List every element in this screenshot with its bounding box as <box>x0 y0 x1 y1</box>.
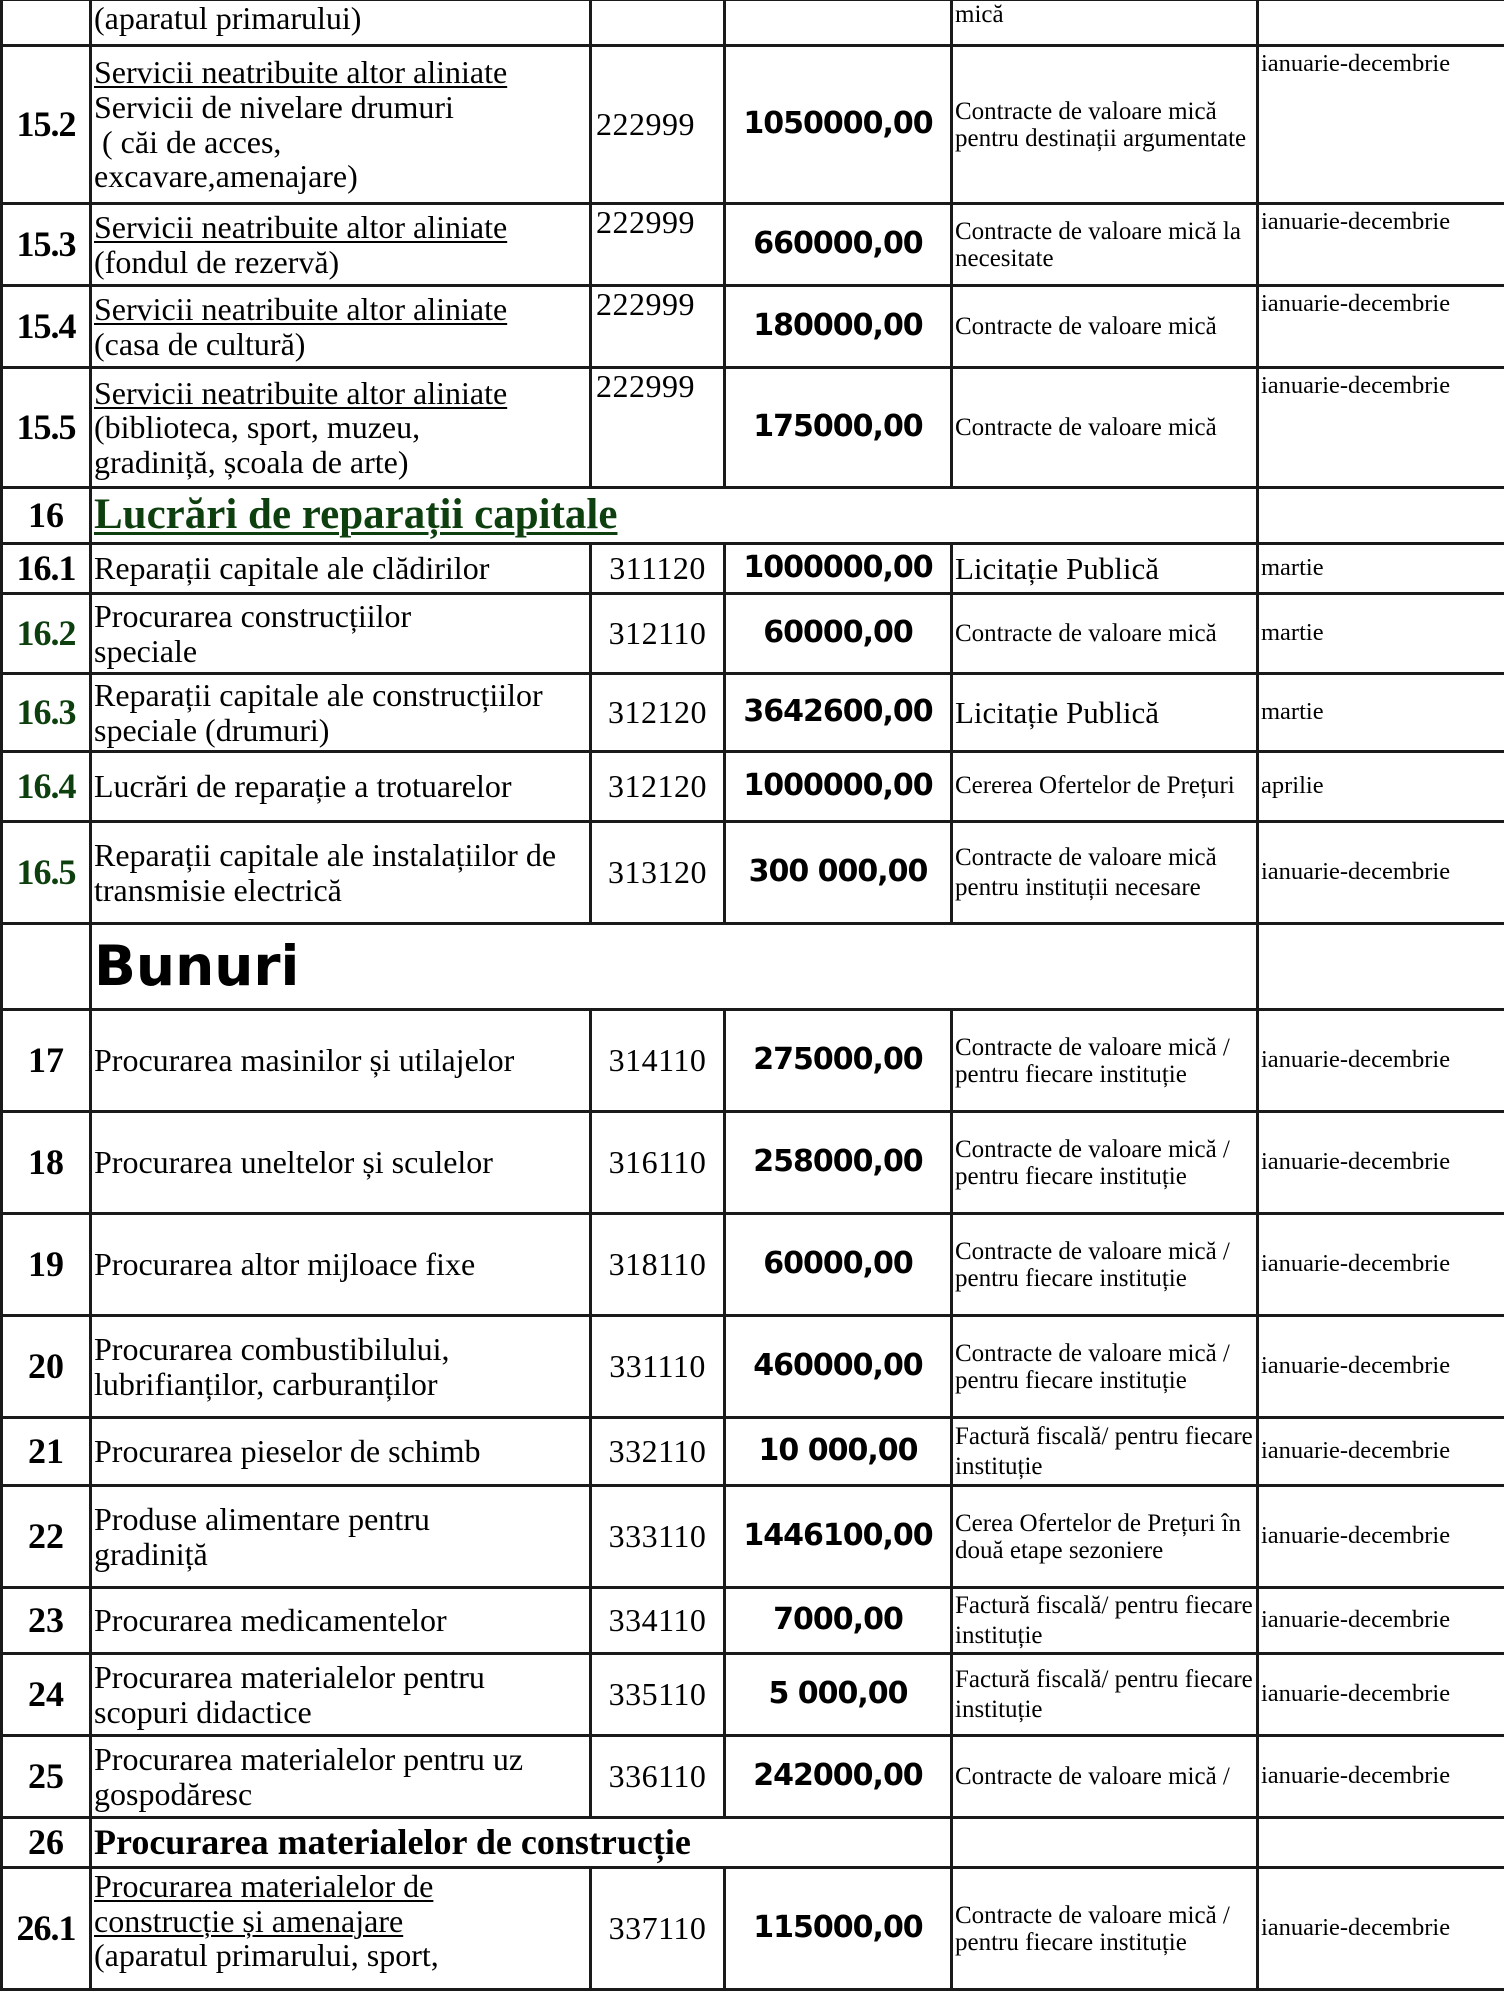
row-description: Produse alimentare pentru gradiniță <box>91 1486 591 1588</box>
row-amount: 180000,00 <box>725 286 952 368</box>
row-number: 15.4 <box>2 286 91 368</box>
row-code: 335110 <box>591 1654 725 1736</box>
row-amount: 115000,00 <box>725 1868 952 1990</box>
row-procedure: Contracte de valoare mică / pentru fiecare instituție <box>952 1010 1258 1112</box>
row-period: martie <box>1258 674 1504 752</box>
description-line: (fondul de rezervă) <box>94 243 340 280</box>
description-line: (aparatul primarului, sport, <box>94 1937 439 1974</box>
row-amount: 10 000,00 <box>725 1418 952 1486</box>
row-description <box>91 0 591 46</box>
table-row <box>2 1588 1504 1654</box>
empty-cell <box>1258 488 1504 544</box>
row-number: 22 <box>2 1486 91 1588</box>
row-code: 311120 <box>591 544 725 594</box>
table-row <box>2 1010 1504 1112</box>
row-number: 17 <box>2 1010 91 1112</box>
row-procedure: Cerea Ofertelor de Prețuri în două etape sezoniere <box>952 1486 1258 1588</box>
row-period: ianuarie-decembrie <box>1258 1868 1504 1990</box>
row-period: ianuarie-decembrie <box>1258 1418 1504 1486</box>
row-period: ianuarie-decembrie <box>1258 1316 1504 1418</box>
row-description: Procurarea construcțiilor speciale <box>91 594 591 674</box>
section-row <box>2 1818 1504 1868</box>
row-amount: 300 000,00 <box>725 822 952 924</box>
row-procedure: Contracte de valoare mică <box>952 594 1258 674</box>
row-procedure: Contracte de valoare mică / pentru fiecare instituție <box>952 1214 1258 1316</box>
row-procedure: Contracte de valoare mică / <box>952 1736 1258 1818</box>
row-procedure: Contracte de valoare mică / pentru fiecare instituție <box>952 1316 1258 1418</box>
row-procedure: Contracte de valoare mică pentru destinații argumentate <box>952 46 1258 204</box>
table-row <box>2 822 1504 924</box>
row-procedure: Contracte de valoare mică / pentru fiecare instituție <box>952 1868 1258 1990</box>
row-period: ianuarie-decembrie <box>1258 1736 1504 1818</box>
table-row <box>2 1486 1504 1588</box>
table-row <box>2 594 1504 674</box>
row-procedure: Licitație Publică <box>952 674 1258 752</box>
row-amount: 7000,00 <box>725 1588 952 1654</box>
section-title-cell <box>91 924 952 1010</box>
row-period: ianuarie-decembrie <box>1258 1112 1504 1214</box>
row-period: ianuarie-decembrie <box>1258 822 1504 924</box>
row-procedure: Contracte de valoare mică pentru instituții necesare <box>952 822 1258 924</box>
table-row <box>2 1316 1504 1418</box>
row-period: aprilie <box>1258 752 1504 822</box>
row-number: 16.4 <box>2 752 91 822</box>
row-number: 16.3 <box>2 674 91 752</box>
row-code <box>591 0 725 46</box>
row-amount: 175000,00 <box>725 368 952 488</box>
description-underlined: Servicii neatribuite altor aliniate <box>94 54 508 91</box>
row-procedure: Contracte de valoare mică <box>952 368 1258 488</box>
section-title: Bunuri <box>94 933 300 998</box>
row-description: Procurarea materialelor pentru uz gospodăresc <box>91 1736 591 1818</box>
row-amount: 1446100,00 <box>725 1486 952 1588</box>
row-number: 26.1 <box>2 1868 91 1990</box>
section-number: 26 <box>2 1818 91 1868</box>
row-description <box>91 286 591 368</box>
row-period: martie <box>1258 594 1504 674</box>
row-period: ianuarie-decembrie <box>1258 1010 1504 1112</box>
description-line: Servicii de nivelare drumuri <box>94 88 454 125</box>
row-code: 334110 <box>591 1588 725 1654</box>
row-number: 16.2 <box>2 594 91 674</box>
row-amount: 60000,00 <box>725 594 952 674</box>
row-procedure: Contracte de valoare mică <box>952 286 1258 368</box>
row-amount: 242000,00 <box>725 1736 952 1818</box>
row-amount: 60000,00 <box>725 1214 952 1316</box>
empty-cell <box>1258 1818 1504 1868</box>
row-description: Procurarea masinilor și utilajelor <box>91 1010 591 1112</box>
row-amount: 1050000,00 <box>725 46 952 204</box>
row-number: 16.1 <box>2 544 91 594</box>
description-line: gradiniță, școala de arte) <box>94 443 409 480</box>
description-line: (casa de cultură) <box>94 325 306 362</box>
row-amount: 3642600,00 <box>725 674 952 752</box>
row-code: 313120 <box>591 822 725 924</box>
row-description <box>91 204 591 286</box>
section-title: Lucrări de reparații capitale <box>94 491 618 539</box>
row-period: ianuarie-decembrie <box>1258 368 1504 488</box>
empty-cell <box>952 924 1258 1010</box>
description-line: excavare,amenajare) <box>94 158 358 195</box>
row-code: 318110 <box>591 1214 725 1316</box>
row-period: ianuarie-decembrie <box>1258 204 1504 286</box>
row-description <box>91 46 591 204</box>
row-amount: 275000,00 <box>725 1010 952 1112</box>
row-procedure: Cererea Ofertelor de Prețuri <box>952 752 1258 822</box>
table-row <box>2 674 1504 752</box>
section-title: Procurarea materialelor de construcție <box>94 1822 691 1863</box>
row-number: 15.5 <box>2 368 91 488</box>
row-procedure: Contracte de valoare mică / pentru fiecare instituție <box>952 1112 1258 1214</box>
row-description: Procurarea pieselor de schimb <box>91 1418 591 1486</box>
row-amount: 460000,00 <box>725 1316 952 1418</box>
row-description <box>91 368 591 488</box>
row-number: 15.3 <box>2 204 91 286</box>
row-number: 21 <box>2 1418 91 1486</box>
row-period: ianuarie-decembrie <box>1258 1588 1504 1654</box>
table-row <box>2 1112 1504 1214</box>
row-period: ianuarie-decembrie <box>1258 1214 1504 1316</box>
row-description: Reparații capitale ale clădirilor <box>91 544 591 594</box>
row-number: 25 <box>2 1736 91 1818</box>
section-title-cell <box>91 488 952 544</box>
row-code: 222999 <box>591 286 725 368</box>
row-code: 314110 <box>591 1010 725 1112</box>
description-underlined: Procurarea materialelor de construcție și amenajare <box>94 1868 434 1939</box>
section-number: 16 <box>2 488 91 544</box>
description-line: ( căi de acces, <box>94 123 282 160</box>
section-row <box>2 488 1504 544</box>
table-row <box>2 286 1504 368</box>
table-row <box>2 544 1504 594</box>
table-row <box>2 368 1504 488</box>
row-period: martie <box>1258 544 1504 594</box>
row-code: 222999 <box>591 46 725 204</box>
row-number: 15.2 <box>2 46 91 204</box>
description-underlined: Servicii neatribuite altor aliniate <box>94 374 508 411</box>
table-row <box>2 1214 1504 1316</box>
row-amount: 1000000,00 <box>725 544 952 594</box>
row-description <box>91 1868 591 1990</box>
row-code: 331110 <box>591 1316 725 1418</box>
description-underlined: Servicii neatribuite altor aliniate <box>94 290 508 327</box>
row-description: Reparații capitale ale instalațiilor de transmisie electrică <box>91 822 591 924</box>
row-number <box>2 0 91 46</box>
row-amount: 1000000,00 <box>725 752 952 822</box>
row-amount <box>725 0 952 46</box>
row-period: ianuarie-decembrie <box>1258 286 1504 368</box>
description-line: (biblioteca, sport, muzeu, <box>94 409 421 446</box>
row-number: 18 <box>2 1112 91 1214</box>
row-code: 222999 <box>591 368 725 488</box>
row-description: Procurarea materialelor pentru scopuri didactice <box>91 1654 591 1736</box>
row-procedure: Contracte de valoare mică la necesitate <box>952 204 1258 286</box>
row-procedure: mică <box>952 0 1258 46</box>
row-description: Procurarea altor mijloace fixe <box>91 1214 591 1316</box>
row-code: 333110 <box>591 1486 725 1588</box>
row-code: 312120 <box>591 674 725 752</box>
row-number: 23 <box>2 1588 91 1654</box>
row-description: Lucrări de reparație a trotuarelor <box>91 752 591 822</box>
row-description: Reparații capitale ale construcțiilor speciale (drumuri) <box>91 674 591 752</box>
row-description: Procurarea medicamentelor <box>91 1588 591 1654</box>
row-number: 24 <box>2 1654 91 1736</box>
empty-cell <box>952 1818 1258 1868</box>
row-number: 16.5 <box>2 822 91 924</box>
row-amount: 5 000,00 <box>725 1654 952 1736</box>
table-row <box>2 752 1504 822</box>
row-amount: 660000,00 <box>725 204 952 286</box>
section-title-cell <box>91 1818 952 1868</box>
row-code: 316110 <box>591 1112 725 1214</box>
row-period: ianuarie-decembrie <box>1258 1486 1504 1588</box>
row-amount: 258000,00 <box>725 1112 952 1214</box>
table-row <box>2 1736 1504 1818</box>
table-row <box>2 0 1504 46</box>
row-period: ianuarie-decembrie <box>1258 46 1504 204</box>
section-row <box>2 924 1504 1010</box>
table-row <box>2 46 1504 204</box>
row-procedure: Factură fiscală/ pentru fiecare instituție <box>952 1418 1258 1486</box>
row-number: 19 <box>2 1214 91 1316</box>
table-row <box>2 1418 1504 1486</box>
empty-cell <box>952 488 1258 544</box>
row-procedure: Factură fiscală/ pentru fiecare instituție <box>952 1588 1258 1654</box>
empty-cell <box>2 924 91 1010</box>
table-row <box>2 1868 1504 1990</box>
row-procedure: Licitație Publică <box>952 544 1258 594</box>
row-code: 336110 <box>591 1736 725 1818</box>
empty-cell <box>1258 924 1504 1010</box>
row-code: 337110 <box>591 1868 725 1990</box>
row-description: Procurarea uneltelor și sculelor <box>91 1112 591 1214</box>
row-procedure: Factură fiscală/ pentru fiecare instituție <box>952 1654 1258 1736</box>
row-period <box>1258 0 1504 46</box>
row-code: 312110 <box>591 594 725 674</box>
row-period: ianuarie-decembrie <box>1258 1654 1504 1736</box>
row-code: 332110 <box>591 1418 725 1486</box>
row-code: 312120 <box>591 752 725 822</box>
row-description: Procurarea combustibilului, lubrifianților, carburanților <box>91 1316 591 1418</box>
description-underlined: Servicii neatribuite altor aliniate <box>94 208 508 245</box>
row-number: 20 <box>2 1316 91 1418</box>
table-row <box>2 1654 1504 1736</box>
row-code: 222999 <box>591 204 725 286</box>
description-line: (aparatul primarului) <box>94 0 362 36</box>
table-row <box>2 204 1504 286</box>
